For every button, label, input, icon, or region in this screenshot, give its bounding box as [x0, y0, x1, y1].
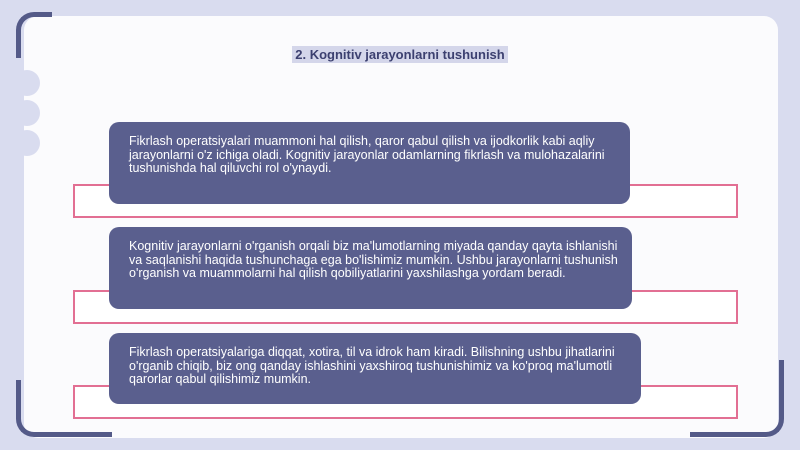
- slide-title: 2. Kognitiv jarayonlarni tushunish: [292, 46, 507, 63]
- card-edge-scallop: [14, 70, 40, 96]
- card-edge-scallop: [14, 130, 40, 156]
- text-block-1: [109, 122, 630, 204]
- text-block-2: [109, 227, 632, 309]
- card-edge-scallop: [14, 100, 40, 126]
- text-block-3-content: Fikrlash operatsiyalariga diqqat, xotira, til va idrok ham kiradi. Bilishning ushbu jihatlarini o'rganib chiqib, biz ong qanday ishlashini yaxshiroq tushunishimiz va ko'proq ma'lumotli qarorlar qabul qilishimiz mumkin.: [129, 345, 615, 386]
- text-block-1-content: Fikrlash operatsiyalari muammoni hal qilish, qaror qabul qilish va ijodkorlik kabi aqliy jarayonlarni o'z ichiga oladi. Kognitiv jarayonlar odamlarning fikrlash va mulohazalarini tushunishda hal qiluvchi rol o'ynaydi.: [129, 134, 605, 175]
- text-block-3: [109, 333, 641, 404]
- slide-title-wrap: [0, 46, 800, 64]
- text-block-2-content: Kognitiv jarayonlarni o'rganish orqali biz ma'lumotlarning miyada qanday qayta ishlanishi va saqlanishi haqida tushunchaga ega bo'lishimiz mumkin. Ushbu jarayonlarni tushunish o'rganish va muammolarni hal qilish qobiliyatlarini yaxshilashga yordam beradi.: [129, 239, 618, 280]
